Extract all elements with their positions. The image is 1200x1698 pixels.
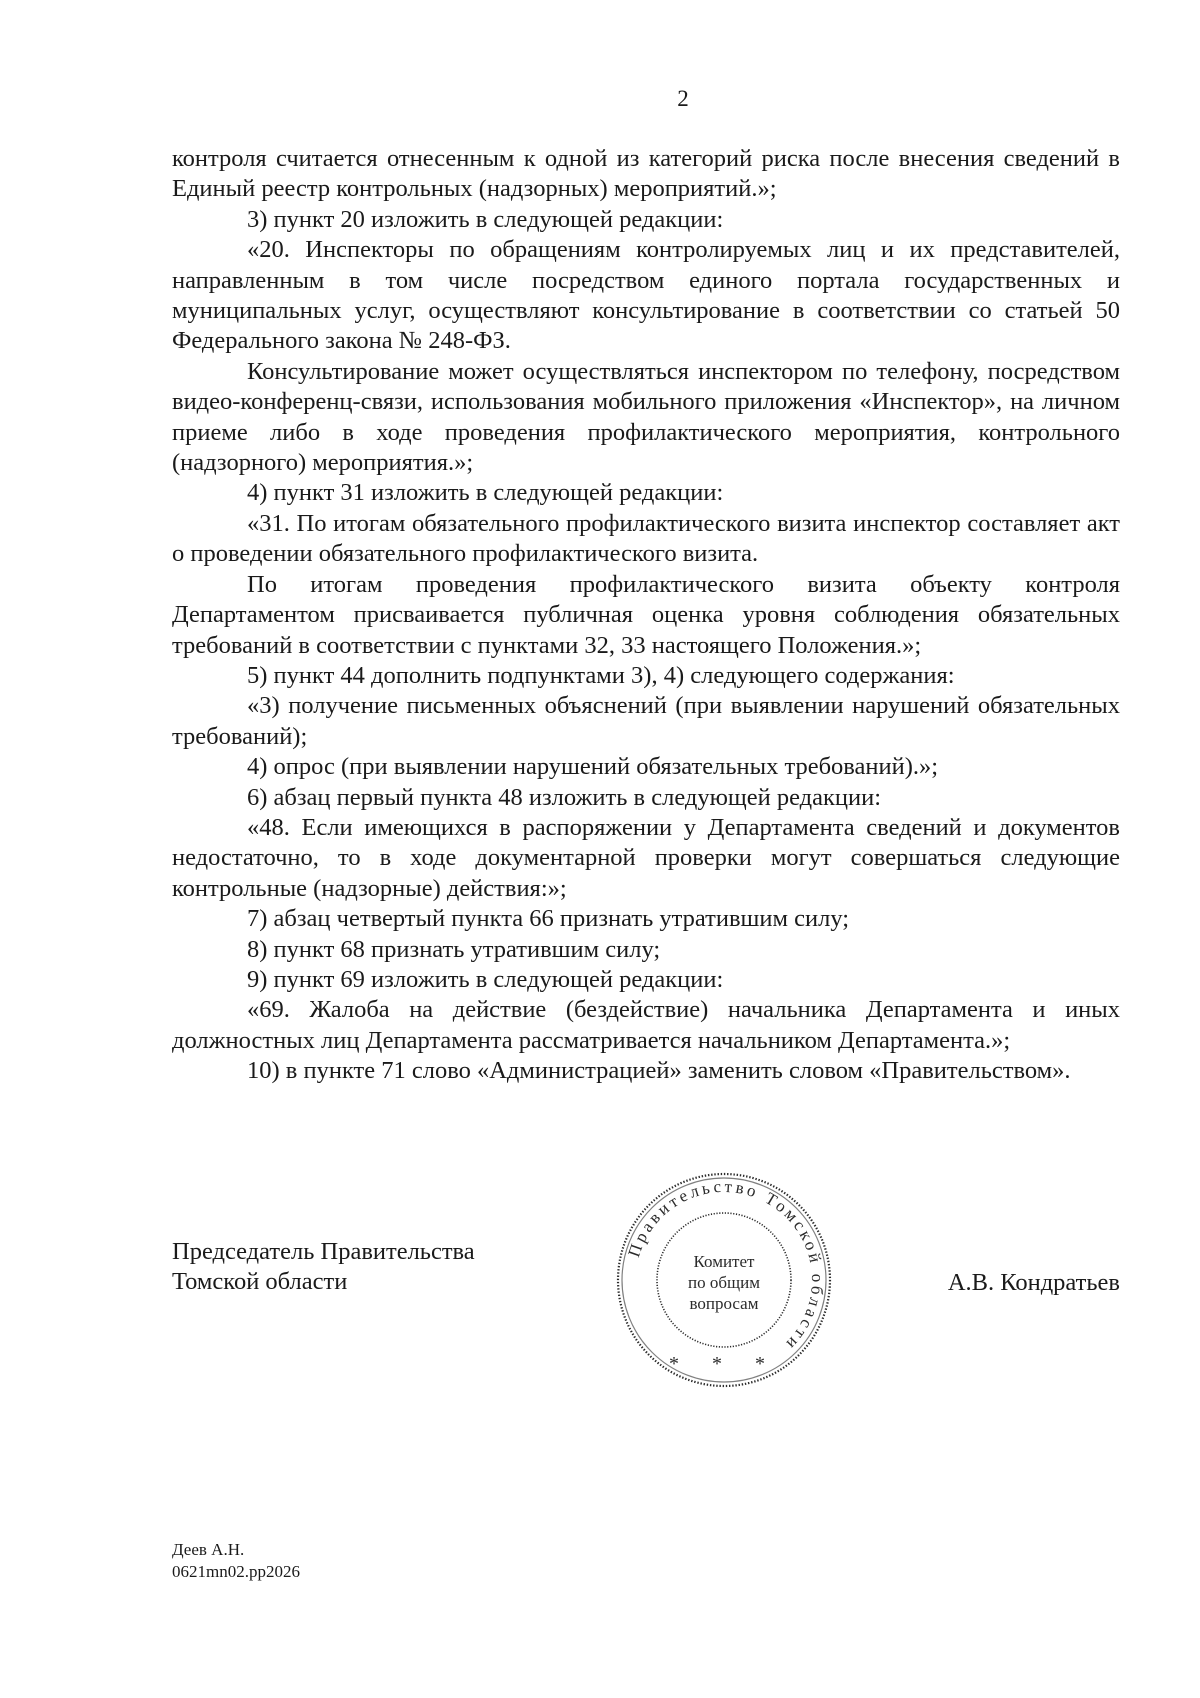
paragraph: Консультирование может осуществляться инспектором по телефону, посредством видео-конференц-связи, использования мобильного приложения «Инспектор», на личном приеме либо в ходе проведения профилактического мероприятия, контрольного (надзорного) мероприятия.»; xyxy=(172,357,1120,477)
paragraph: По итогам проведения профилактического визита объекту контроля Департаментом присваивается публичная оценка уровня соблюдения обязательных требований в соответствии с пунктами 32, 33 настоящего Положения.»; xyxy=(172,570,1120,659)
official-seal xyxy=(614,1170,834,1390)
signatory-position-line1: Председатель Правительства xyxy=(172,1238,475,1265)
paragraph: 3) пункт 20 изложить в следующей редакции: xyxy=(247,205,724,233)
document-body xyxy=(172,144,1120,1087)
page-number: 2 xyxy=(677,86,689,111)
paragraph: «20. Инспекторы по обращениям контролируемых лиц и их представителей, направленным в том числе посредством единого портала государственных и муниципальных услуг, осуществляют консультирование в соответствии со статьей 50 Федерального закона № 248-ФЗ. xyxy=(172,236,1120,355)
seal-center-line2: по общим xyxy=(688,1273,760,1292)
paragraph: 6) абзац первый пункта 48 изложить в следующей редакции: xyxy=(247,783,882,811)
paragraph: «3) получение письменных объяснений (при выявлении нарушений обязательных требований); xyxy=(172,692,1120,750)
paragraph: 7) абзац четвертый пункта 66 признать утратившим силу; xyxy=(247,905,850,933)
paragraph: «69. Жалоба на действие (бездействие) начальника Департамента и иных должностных лиц Департамента рассматривается начальником Департамента.»; xyxy=(172,996,1120,1054)
seal-ring-text-path: Правительство Томской области xyxy=(624,1176,828,1356)
paragraph: «48. Если имеющихся в распоряжении у Департамента сведений и документов недостаточно, то в ходе документарной проверки могут совершаться следующие контрольные (надзорные) действия:»; xyxy=(172,813,1120,902)
paragraph: 4) пункт 31 изложить в следующей редакции: xyxy=(247,479,724,507)
signatory-position xyxy=(172,1237,475,1298)
paragraph: «31. По итогам обязательного профилактического визита инспектор составляет акт о проведении обязательного профилактического визита. xyxy=(172,509,1120,568)
paragraph: 4) опрос (при выявлении нарушений обязательных требований).»; xyxy=(247,753,939,781)
paragraph: 8) пункт 68 признать утратившим силу; xyxy=(247,935,661,963)
seal-center-line1: Комитет xyxy=(693,1252,755,1271)
paragraph: 9) пункт 69 изложить в следующей редакции: xyxy=(247,965,724,993)
executor-name: Деев А.Н. xyxy=(172,1540,245,1559)
seal-center-line3: вопросам xyxy=(689,1294,759,1313)
signatory-name: А.В. Кондратьев xyxy=(947,1269,1120,1296)
paragraph: 10) в пункте 71 слово «Администрацией» заменить словом «Правительством». xyxy=(247,1057,1071,1085)
paragraph: контроля считается отнесенным к одной из категорий риска после внесения сведений в Единый реестр контрольных (надзорных) мероприятий.»; xyxy=(172,145,1120,203)
paragraph: 5) пункт 44 дополнить подпунктами 3), 4) следующего содержания: xyxy=(247,661,955,689)
signatory-position-line2: Томской области xyxy=(172,1268,348,1296)
document-code: 0621mn02.pp2026 xyxy=(172,1562,300,1581)
seal-stars: * * * xyxy=(669,1353,779,1375)
footer xyxy=(172,1539,300,1583)
